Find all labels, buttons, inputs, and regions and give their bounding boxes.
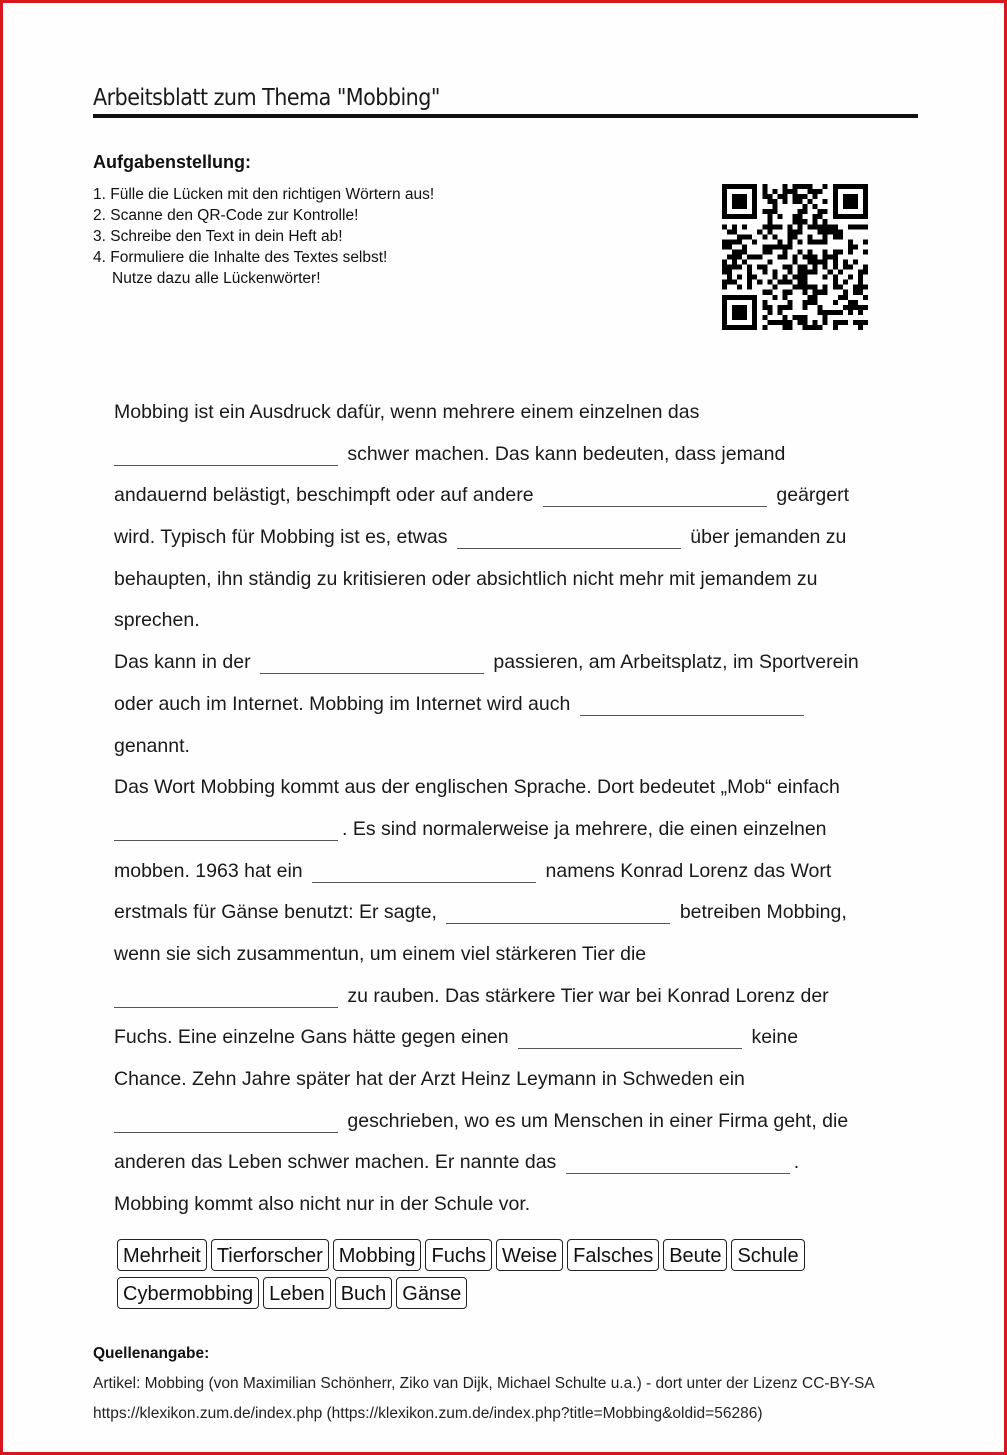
text-segment: Mobbing ist ein Ausdruck dafür, wenn mehrere einem einzelnen das	[114, 401, 700, 423]
cloze-text	[114, 392, 904, 1226]
source-article: Artikel: Mobbing (von Maximilian Schönherr, Ziko van Dijk, Michael Schulte u.a.) - dort unter der Lizenz CC-BY-SA	[93, 1375, 875, 1392]
gap-blank[interactable]	[114, 464, 338, 466]
word-chip[interactable]: Tierforscher	[211, 1239, 329, 1271]
text-segment: namens Konrad Lorenz das Wort	[545, 859, 832, 882]
text-line	[114, 892, 904, 934]
text-line	[114, 600, 904, 642]
word-chip[interactable]: Buch	[335, 1277, 393, 1309]
text-segment: genannt.	[114, 734, 190, 757]
text-line	[114, 559, 904, 601]
text-line	[114, 767, 904, 809]
text-line	[114, 809, 904, 851]
gap-blank[interactable]	[566, 1172, 790, 1174]
gap-blank[interactable]	[114, 1131, 338, 1133]
gap-blank[interactable]	[457, 547, 681, 549]
task-item: 1. Fülle die Lücken mit den richtigen Wörtern aus!	[93, 186, 435, 203]
text-segment: oder auch im Internet. Mobbing im Internet wird auch	[114, 692, 571, 715]
text-segment: andauernd belästigt, beschimpft oder auf andere	[114, 484, 534, 507]
text-segment: Fuchs. Eine einzelne Gans hätte gegen einen	[114, 1026, 509, 1049]
text-segment: sprechen.	[114, 609, 200, 632]
task-list	[93, 184, 434, 289]
text-segment: geschrieben, wo es um Menschen in einer Firma geht, die	[347, 1109, 849, 1132]
text-segment: Das kann in der	[114, 651, 251, 674]
qr-code-icon[interactable]	[722, 183, 868, 331]
text-segment: erstmals für Gänse benutzt: Er sagte,	[114, 901, 437, 924]
text-line	[114, 684, 904, 726]
text-line	[114, 434, 904, 476]
text-line	[114, 1184, 904, 1226]
task-item: 3. Schreibe den Text in dein Heft ab!	[93, 228, 343, 245]
word-chip[interactable]: Beute	[663, 1239, 727, 1271]
text-segment: mobben. 1963 hat ein	[114, 859, 303, 882]
gap-blank[interactable]	[312, 881, 536, 883]
text-segment: Mobbing kommt also nicht nur in der Schule vor.	[114, 1193, 531, 1216]
gap-blank[interactable]	[114, 839, 338, 841]
text-segment: passieren, am Arbeitsplatz, im Sportverein	[493, 651, 859, 674]
gap-blank[interactable]	[580, 714, 804, 716]
text-segment: Das Wort Mobbing kommt aus der englischen Sprache. Dort bedeutet „Mob“ einfach	[114, 776, 840, 799]
text-line	[114, 976, 904, 1018]
text-line	[114, 726, 904, 768]
text-segment: schwer machen. Das kann bedeuten, dass jemand	[347, 442, 786, 465]
text-segment: wird. Typisch für Mobbing ist es, etwas	[114, 526, 448, 549]
word-chip[interactable]: Leben	[263, 1277, 331, 1309]
text-segment: zu rauben. Das stärkere Tier war bei Konrad Lorenz der	[347, 984, 829, 1007]
source-link[interactable]: https://klexikon.zum.de/index.php (https://klexikon.zum.de/index.php?title=Mobbing&oldid=56286)	[93, 1405, 763, 1422]
text-line	[114, 642, 904, 684]
gap-blank[interactable]	[518, 1047, 742, 1049]
text-line	[114, 392, 904, 434]
text-segment: anderen das Leben schwer machen. Er nannte das	[114, 1151, 557, 1174]
text-segment: betreiben Mobbing,	[679, 901, 847, 924]
source-heading: Quellenangabe:	[93, 1345, 210, 1362]
text-line	[114, 1142, 904, 1184]
page-title: Arbeitsblatt zum Thema "Mobbing"	[93, 85, 440, 111]
word-chip[interactable]: Fuchs	[425, 1239, 491, 1271]
text-segment: . Es sind normalerweise ja mehrere, die einen einzelnen	[342, 817, 827, 840]
word-chip[interactable]: Mobbing	[333, 1239, 422, 1271]
text-segment: behaupten, ihn ständig zu kritisieren oder absichtlich nicht mehr mit jemandem zu	[114, 567, 818, 590]
word-chip[interactable]: Weise	[496, 1239, 563, 1271]
word-chip[interactable]: Gänse	[396, 1277, 467, 1309]
task-item: 4. Formuliere die Inhalte des Textes selbst!	[93, 249, 388, 266]
text-segment: Chance. Zehn Jahre später hat der Arzt Heinz Leymann in Schweden ein	[114, 1068, 745, 1090]
word-chip[interactable]: Mehrheit	[117, 1239, 207, 1271]
text-line	[114, 1101, 904, 1143]
text-line	[114, 934, 904, 976]
text-line	[114, 475, 904, 517]
word-chip[interactable]: Cybermobbing	[117, 1277, 259, 1309]
word-bank	[117, 1239, 877, 1309]
title-underline	[93, 114, 918, 118]
task-item: Nutze dazu alle Lückenwörter!	[112, 270, 321, 287]
text-line	[114, 851, 904, 893]
word-chip[interactable]: Falsches	[567, 1239, 659, 1271]
text-segment: geärgert	[776, 484, 850, 507]
task-heading: Aufgabenstellung:	[93, 152, 251, 172]
text-line	[114, 517, 904, 559]
gap-blank[interactable]	[446, 922, 670, 924]
text-segment: wenn sie sich zusammentun, um einem viel stärkeren Tier die	[114, 942, 647, 965]
gap-blank[interactable]	[114, 1006, 338, 1008]
text-line	[114, 1017, 904, 1059]
task-item: 2. Scanne den QR-Code zur Kontrolle!	[93, 207, 359, 224]
gap-blank[interactable]	[543, 505, 767, 507]
text-segment: über jemanden zu	[690, 526, 847, 549]
text-line	[114, 1059, 904, 1101]
text-segment: keine	[751, 1026, 799, 1049]
gap-blank[interactable]	[260, 672, 484, 674]
word-chip[interactable]: Schule	[731, 1239, 804, 1271]
text-segment: .	[793, 1151, 800, 1174]
